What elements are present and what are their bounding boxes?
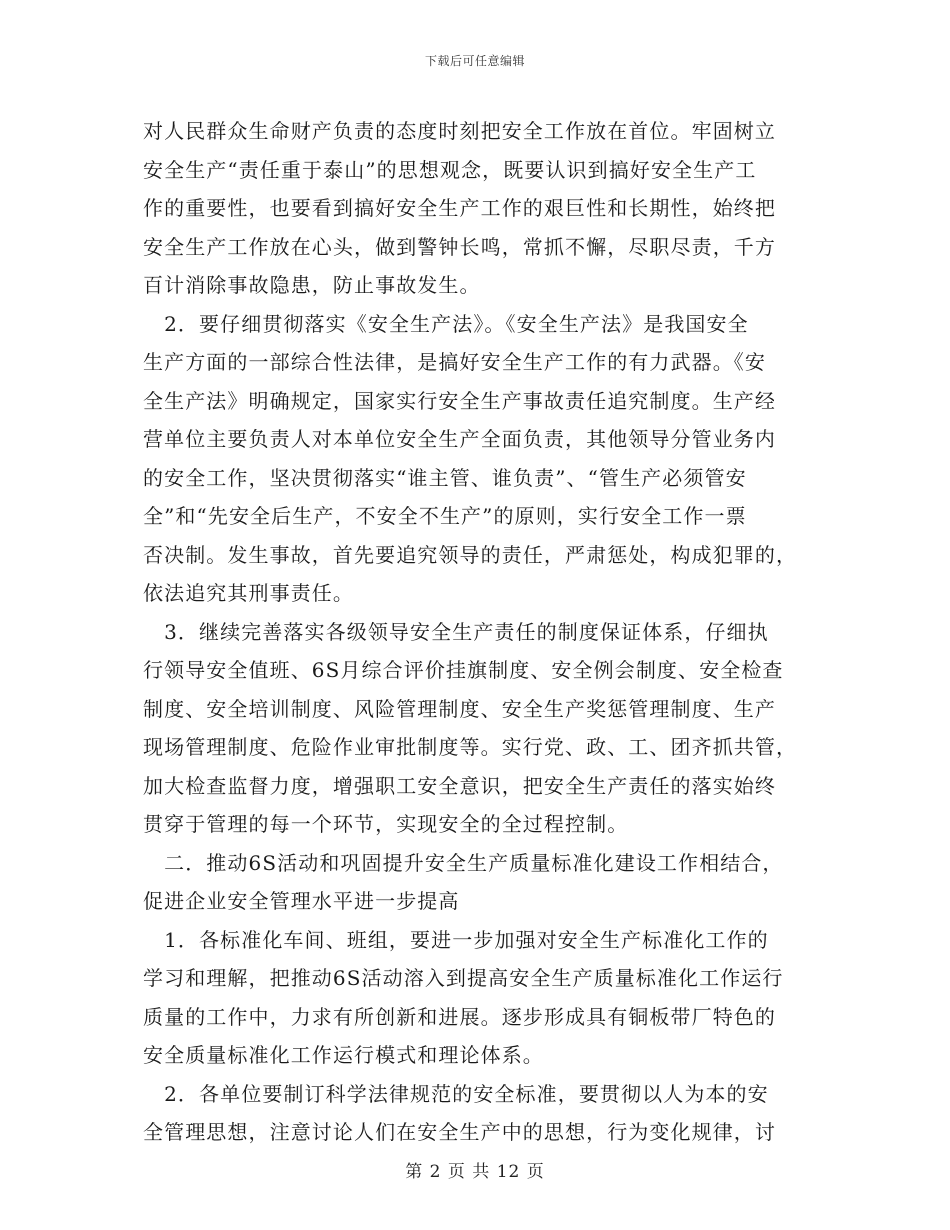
text-line: 安全质量标准化工作运行模式和理论体系。 bbox=[143, 1043, 544, 1067]
text-line: 制度、安全培训制度、风险管理制度、安全生产奖惩管理制度、生产 bbox=[143, 696, 776, 721]
text-line: 加大检查监督力度，增强职工安全意识，把安全生产责任的落实始终 bbox=[143, 773, 776, 798]
text-line: 3．继续完善落实各级领导安全生产责任的制度保证体系，仔细执 bbox=[143, 619, 769, 644]
text-line: 1．各标准化车间、班组，要进一步加强对安全生产标准化工作的 bbox=[143, 927, 769, 952]
text-line: 营单位主要负责人对本单位安全生产全面负责，其他领导分管业务内 bbox=[143, 427, 776, 451]
text-line: 对人民群众生命财产负责的态度时刻把安全工作放在首位。牢固树立 bbox=[143, 119, 776, 143]
text-line: 否决制。发生事故，首先要追究领导的责任，严肃惩处，构成犯罪的， bbox=[143, 542, 798, 567]
text-line: 全生产法》明确规定，国家实行安全生产事故责任追究制度。生产经 bbox=[143, 388, 776, 413]
text-line: 安全生产工作放在心头，做到警钟长鸣，常抓不懈，尽职尽责，千方 bbox=[143, 234, 776, 259]
text-line: 现场管理制度、危险作业审批制度等。实行党、政、工、团齐抓共管， bbox=[143, 735, 798, 759]
text-line: 全”和“先安全后生产，不安全不生产”的原则，实行安全工作一票 bbox=[143, 504, 747, 528]
text-line: 百计消除事故隐患，防止事故发生。 bbox=[143, 273, 481, 297]
text-line: 依法追究其刑事责任。 bbox=[143, 581, 354, 605]
text-line: 2．要仔细贯彻落实《安全生产法》。《安全生产法》是我国安全 bbox=[143, 311, 749, 336]
text-line: 学习和理解，把推动6S活动溶入到提高安全生产质量标准化工作运行 bbox=[143, 966, 784, 990]
text-line: 贯穿于管理的每一个环节，实现安全的全过程控制。 bbox=[143, 812, 629, 836]
text-line: 行领导安全值班、6S月综合评价挂旗制度、安全例会制度、安全检查 bbox=[143, 658, 784, 682]
text-line: 质量的工作中，力求有所创新和进展。逐步形成具有铜板带厂特色的 bbox=[143, 1004, 776, 1029]
text-line: 的安全工作，坚决贯彻落实“谁主管、谁负责”、“管生产必须管安 bbox=[143, 465, 747, 490]
section-heading-line: 促进企业安全管理水平进一步提高 bbox=[143, 889, 460, 913]
text-line: 全管理思想，注意讨论人们在安全生产中的思想，行为变化规律，讨 bbox=[143, 1120, 776, 1144]
document-body bbox=[143, 112, 815, 1152]
text-line: 作的重要性，也要看到搞好安全生产工作的艰巨性和长期性，始终把 bbox=[143, 196, 776, 220]
section-heading-line: 二．推动6S活动和巩固提升安全生产质量标准化建设工作相结合， bbox=[143, 850, 784, 875]
page-header: 下载后可任意编辑 bbox=[424, 54, 525, 68]
text-line: 安全生产“责任重于泰山”的思想观念，既要认识到搞好安全生产工 bbox=[143, 157, 757, 182]
text-line: 2．各单位要制订科学法律规范的安全标准，要贯彻以人为本的安 bbox=[143, 1081, 769, 1106]
page-number-footer: 第 2 页 共 12 页 bbox=[405, 1162, 545, 1182]
text-line: 生产方面的一部综合性法律，是搞好安全生产工作的有力武器。《安 bbox=[143, 350, 766, 374]
